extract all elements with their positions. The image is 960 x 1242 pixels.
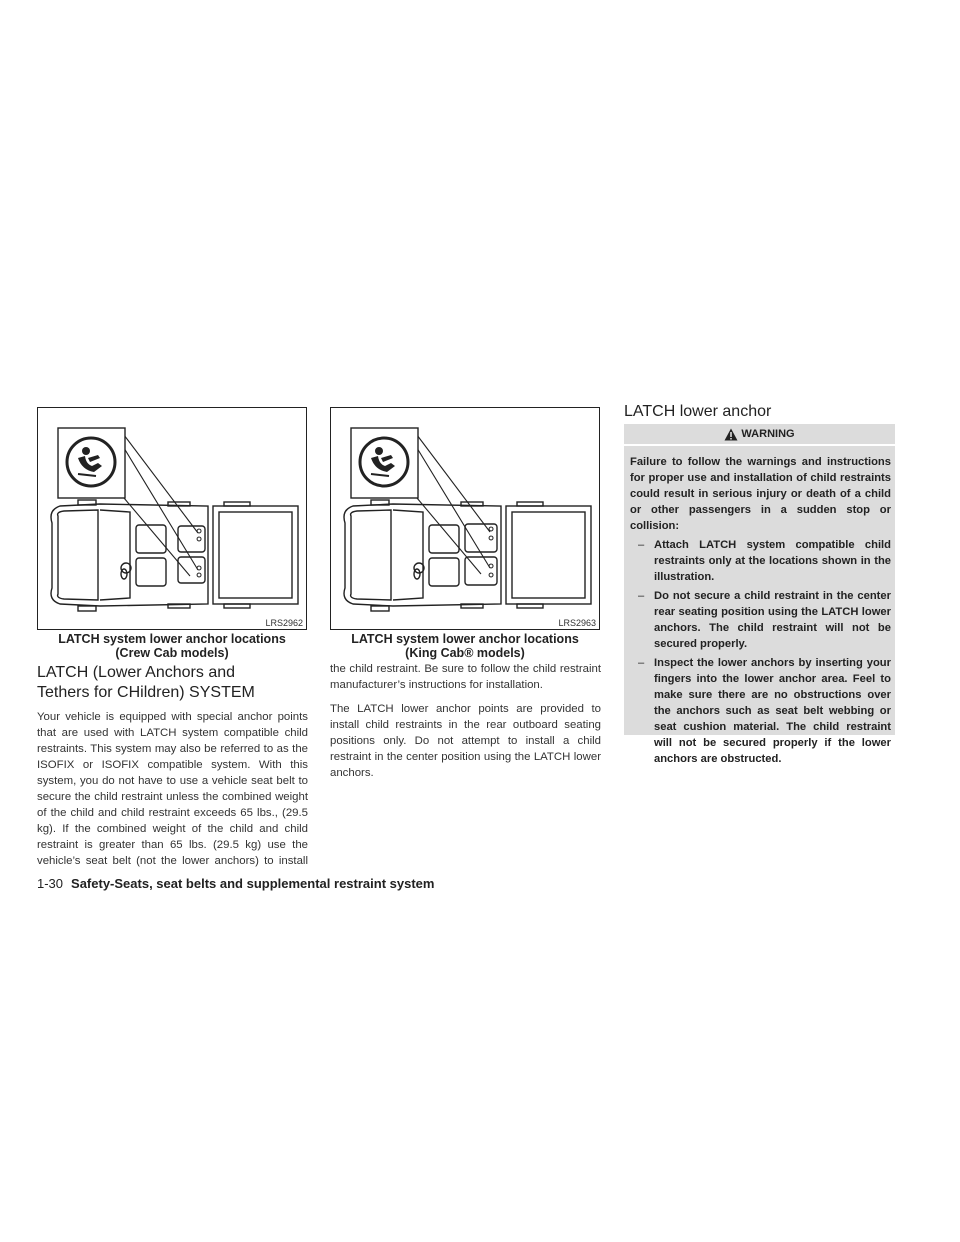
page-number: 1-30 xyxy=(37,876,64,891)
warning-item-text: Attach LATCH system compatible child restraints only at the locations shown in the illustration. xyxy=(654,539,891,583)
warning-item: – Do not secure a child restraint in the center rear seating position using the LATCH lower anchors. The child restraint will not be secured properly. xyxy=(638,590,891,650)
warning-triangle-icon xyxy=(724,428,738,441)
paragraph-latch-intro: Your vehicle is equipped with special anchor points that are used with LATCH system compatible child restraints. This system may also be referred to as the ISOFIX or ISOFIX compatible system. With this system, you do not have to use a vehicle seat belt to secure the child restraint unless the combined weight of the child and child restraint exceeds 65 lbs., (29.5 kg). If the combined weight of the child and child restraint is greater than 65 lbs. (29.5 kg) use the vehicle’s seat belt (not the lower anchors) to install xyxy=(37,711,308,867)
warning-item-text: Do not secure a child restraint in the center rear seating position using the LATCH lower anchors. The child restraint will not be secured properly. xyxy=(654,590,891,650)
body-column-2 xyxy=(330,661,601,871)
warning-list xyxy=(630,537,891,767)
section-title-line: LATCH (Lower Anchors and xyxy=(37,664,236,681)
caption-line: LATCH system lower anchor locations xyxy=(351,632,579,646)
paragraph-anchor-positions: The LATCH lower anchor points are provided to install child restraints in the rear outboard seating positions only. Do not attempt to install a child restraint in the center position using the LATCH lower anchors. xyxy=(330,703,601,779)
figure-crew-cab xyxy=(37,407,307,630)
warning-label: WARNING xyxy=(741,428,795,440)
truck-top-view-king-cab xyxy=(331,408,599,629)
body-column-1 xyxy=(37,709,308,869)
figure-caption-king-cab xyxy=(330,632,600,660)
figure-king-cab xyxy=(330,407,600,630)
figure-caption-crew-cab xyxy=(37,632,307,660)
caption-line: LATCH system lower anchor locations xyxy=(58,632,286,646)
caption-line: (Crew Cab models) xyxy=(115,646,229,660)
warning-item-text: Inspect the lower anchors by inserting your fingers into the lower anchor area. Feel to make sure there are no obstructions over the anchors such as seat belt webbing or seat cushion material. The child restraint will not be secured properly if the lower anchors are obstructed. xyxy=(654,657,891,765)
warning-intro: Failure to follow the warnings and instructions for proper use and installation of child restraints could result in serious injury or death of a child or other passengers in a sudden stop or collision: xyxy=(630,456,891,532)
warning-item: – Attach LATCH system compatible child restraints only at the locations shown in the illustration. xyxy=(638,539,891,583)
figure-code: LRS2963 xyxy=(558,618,596,628)
page-footer xyxy=(37,876,434,891)
latch-lower-anchor-title: LATCH lower anchor xyxy=(624,403,772,420)
warning-item: – Inspect the lower anchors by inserting your fingers into the lower anchor area. Feel to make sure there are no obstructions over the anchors such as seat belt webbing or seat cushion material. The child restraint will not be secured properly if the lower anchors are obstructed. xyxy=(638,657,891,765)
section-title xyxy=(37,663,312,703)
warning-box xyxy=(624,446,895,765)
continued-text xyxy=(330,661,601,781)
truck-top-view-crew-cab xyxy=(38,408,306,629)
warning-header xyxy=(624,424,895,444)
paragraph-latch-intro-continued: the child restraint. Be sure to follow the child restraint manufacturer’s instructions for installation. xyxy=(330,663,601,691)
figure-code: LRS2962 xyxy=(265,618,303,628)
section-title-line: Tethers for CHildren) SYSTEM xyxy=(37,684,255,701)
chapter-title: Safety-Seats, seat belts and supplemental restraint system xyxy=(71,876,435,891)
caption-line: (King Cab® models) xyxy=(405,646,525,660)
